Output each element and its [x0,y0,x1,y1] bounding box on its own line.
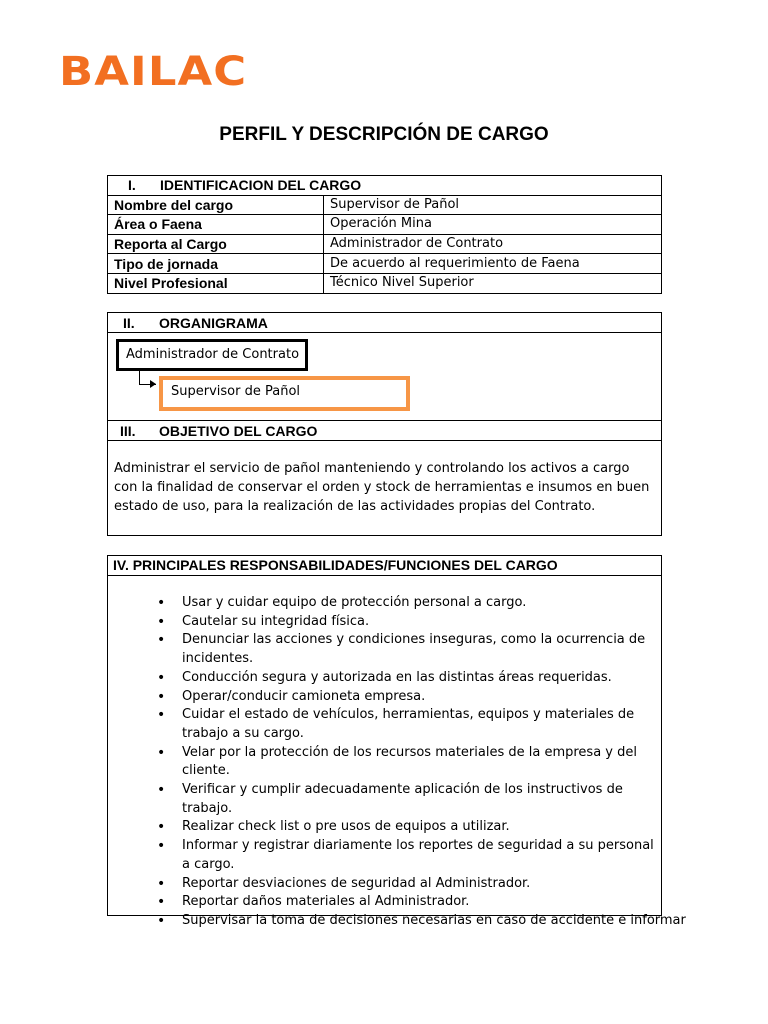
objective-text: Administrar el servicio de pañol manteniendo y controlando los activos a cargo con la finalidad de conservar el orden y stock de herramientas e insumos en buen estado de uso, para la realización de las actividades propias del Contrato. [114,461,650,514]
document-title: PERFIL Y DESCRIPCIÓN DE CARGO [219,124,549,145]
section-3-title: OBJETIVO DEL CARGO [159,423,318,439]
row-value: Técnico Nivel Superior [324,273,662,293]
org-chart-top-box: Administrador de Contrato [116,339,308,371]
row-label: Reporta al Cargo [108,234,324,254]
list-item: • Realizar check list o pre usos de equipos a utilizar. [150,818,655,837]
table-row [108,254,662,274]
list-item: • Cautelar su integridad física. [150,613,655,632]
row-value: Supervisor de Pañol [324,195,662,215]
divider [107,575,662,576]
list-item: • Cuidar el estado de vehículos, herramientas, equipos y materiales de trabajo a su cargo. [150,706,655,743]
section-1-title: IDENTIFICACION DEL CARGO [160,177,362,194]
list-item: • Velar por la protección de los recursos materiales de la empresa y del cliente. [150,744,655,781]
list-item: • Supervisar la toma de decisiones necesarias en caso de accidente e informar [150,912,655,931]
list-item: • Informar y registrar diariamente los reportes de seguridad a su personal a cargo. [150,837,655,874]
divider [107,332,662,333]
row-value: Operación Mina [324,215,662,235]
section-4-title: IV. PRINCIPALES RESPONSABILIDADES/FUNCIONES DEL CARGO [113,557,558,573]
list-item: • Denunciar las acciones y condiciones inseguras, como la ocurrencia de incidentes. [150,631,655,668]
table-row [108,273,662,293]
table-row [108,195,662,215]
list-item: • Conducción segura y autorizada en las distintas áreas requeridas. [150,669,655,688]
responsibilities-list [150,594,686,931]
list-item: • Operar/conducir camioneta empresa. [150,688,655,707]
company-logo: BAILAC [59,49,248,95]
row-value: Administrador de Contrato [324,234,662,254]
section-3-number: III. [120,423,136,439]
section-1-header [108,176,662,196]
list-item: • Usar y cuidar equipo de protección personal a cargo. [150,594,655,613]
arrow-right-icon [150,380,156,388]
divider [107,440,662,441]
table-row [108,215,662,235]
row-label: Área o Faena [108,215,324,235]
row-label: Nombre del cargo [108,195,324,215]
row-label: Nivel Profesional [108,273,324,293]
section-2-title: ORGANIGRAMA [159,315,268,331]
table-row [108,234,662,254]
list-item: • Reportar desviaciones de seguridad al Administrador. [150,875,655,894]
section-1-number: I. [128,177,136,194]
row-value: De acuerdo al requerimiento de Faena [324,254,662,274]
divider [107,420,662,421]
identification-table [107,175,662,294]
section-2-number: II. [123,315,135,331]
org-chart-sub-box: Supervisor de Pañol [159,376,410,411]
list-item: • Reportar daños materiales al Administrador. [150,893,655,912]
list-item: • Verificar y cumplir adecuadamente aplicación de los instructivos de trabajo. [150,781,655,818]
row-label: Tipo de jornada [108,254,324,274]
